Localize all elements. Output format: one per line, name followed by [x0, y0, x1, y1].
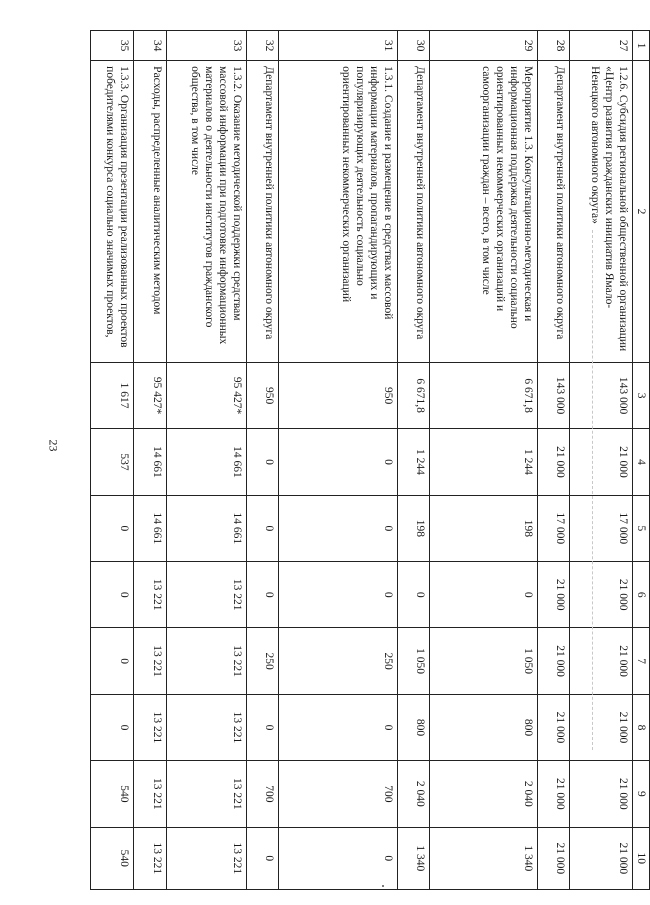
value-cell: 1 050 [397, 628, 429, 694]
value-cell: 0 [91, 628, 134, 694]
table-wrapper [90, 30, 650, 890]
description-cell: Расходы, распределенные аналитическим методом [134, 61, 166, 363]
value-cell: 13 221 [166, 628, 246, 694]
value-cell: 13 221 [166, 827, 246, 889]
table-row [397, 31, 429, 890]
column-header-3: 3 [633, 362, 650, 428]
row-number-cell: 28 [538, 31, 570, 61]
value-cell: 1 050 [430, 628, 538, 694]
value-cell: 1 617 [91, 362, 134, 428]
row-number-cell: 29 [430, 31, 538, 61]
table-row [278, 31, 397, 890]
description-cell: 1.3.1. Создание и размещение в средствах массовой информации материалов, пропагандирующих и популяризирующих деятельность социально ориентированных некоммерческих организаций [278, 61, 397, 363]
value-cell: 0 [91, 562, 134, 628]
value-cell: 143 000 [538, 362, 570, 428]
value-cell: 14 661 [134, 429, 166, 495]
table-row [134, 31, 166, 890]
value-cell: 2 040 [397, 761, 429, 827]
row-number-cell: 34 [134, 31, 166, 61]
value-cell: 800 [397, 694, 429, 760]
column-header-8: 8 [633, 694, 650, 760]
value-cell: 1 340 [430, 827, 538, 889]
value-cell: 95 427* [134, 362, 166, 428]
value-cell: 0 [278, 495, 397, 561]
value-cell: 1 340 [397, 827, 429, 889]
value-cell: 13 221 [134, 827, 166, 889]
value-cell: 250 [278, 628, 397, 694]
table-row [430, 31, 538, 890]
value-cell: 198 [430, 495, 538, 561]
row-number-cell: 30 [397, 31, 429, 61]
value-cell: 800 [430, 694, 538, 760]
column-header-7: 7 [633, 628, 650, 694]
value-cell: 0 [278, 562, 397, 628]
value-cell: 0 [246, 694, 278, 760]
value-cell: 14 661 [166, 429, 246, 495]
value-cell: 17 000 [538, 495, 570, 561]
value-cell: 13 221 [134, 694, 166, 760]
row-number-cell: 33 [166, 31, 246, 61]
row-number-cell: 31 [278, 31, 397, 61]
value-cell: 13 221 [134, 761, 166, 827]
column-header-6: 6 [633, 562, 650, 628]
description-cell: Департамент внутренней политики автономного округа [538, 61, 570, 363]
table-row [246, 31, 278, 890]
value-cell: 17 000 [570, 495, 633, 561]
value-cell: 250 [246, 628, 278, 694]
value-cell: 95 427* [166, 362, 246, 428]
budget-table [90, 30, 650, 890]
rotated-table-container [90, 30, 650, 890]
description-cell: Департамент внутренней политики автономного округа [246, 61, 278, 363]
table-row [538, 31, 570, 890]
value-cell: 198 [397, 495, 429, 561]
value-cell: 21 000 [538, 761, 570, 827]
value-cell: 0 [246, 429, 278, 495]
value-cell: 2 040 [430, 761, 538, 827]
value-cell: 0 [246, 562, 278, 628]
table-body [91, 31, 633, 890]
table-row [570, 31, 633, 890]
row-number-cell: 32 [246, 31, 278, 61]
value-cell: 21 000 [538, 429, 570, 495]
value-cell: 13 221 [166, 694, 246, 760]
value-cell: 21 000 [538, 628, 570, 694]
table-row [91, 31, 134, 890]
scan-speck [382, 885, 384, 887]
value-cell: 13 221 [166, 761, 246, 827]
value-cell: 21 000 [538, 694, 570, 760]
column-header-9: 9 [633, 761, 650, 827]
value-cell: 0 [91, 694, 134, 760]
row-number-cell: 35 [91, 31, 134, 61]
value-cell: 0 [246, 827, 278, 889]
value-cell: 1 244 [397, 429, 429, 495]
column-header-2: 2 [633, 61, 650, 363]
value-cell: 537 [91, 429, 134, 495]
value-cell: 21 000 [538, 562, 570, 628]
description-cell: 1.2.6. Субсидия региональной общественной организации «Центр развития гражданских инициатив Ямало-Ненецкого автономного округа» [570, 61, 633, 363]
value-cell: 540 [91, 827, 134, 889]
value-cell: 143 000 [570, 362, 633, 428]
value-cell: 0 [278, 694, 397, 760]
description-cell: Мероприятие 1.3. Консультационно-методическая и информационная поддержка деятельности социально ориентированных некоммерческих организаций и самоорганизации граждан – всего, в том числе [430, 61, 538, 363]
value-cell: 6 671,8 [430, 362, 538, 428]
value-cell: 0 [278, 429, 397, 495]
value-cell: 540 [91, 761, 134, 827]
row-number-cell: 27 [570, 31, 633, 61]
value-cell: 21 000 [570, 827, 633, 889]
value-cell: 1 244 [430, 429, 538, 495]
value-cell: 0 [397, 562, 429, 628]
value-cell: 21 000 [570, 761, 633, 827]
value-cell: 13 221 [166, 562, 246, 628]
table-header-row [633, 31, 650, 890]
column-header-5: 5 [633, 495, 650, 561]
value-cell: 13 221 [134, 628, 166, 694]
value-cell: 0 [246, 495, 278, 561]
value-cell: 700 [246, 761, 278, 827]
scan-artifact [592, 230, 601, 750]
value-cell: 950 [278, 362, 397, 428]
value-cell: 21 000 [570, 628, 633, 694]
value-cell: 13 221 [134, 562, 166, 628]
page-number: 23 [46, 439, 61, 452]
value-cell: 0 [430, 562, 538, 628]
value-cell: 0 [91, 495, 134, 561]
value-cell: 700 [278, 761, 397, 827]
value-cell: 21 000 [570, 694, 633, 760]
table-row [166, 31, 246, 890]
description-cell: 1.3.2. Оказание методической поддержки средствам массовой информации при подготовке информационных материалов о деятельности институтов гражданского общества, в том числе [166, 61, 246, 363]
value-cell: 21 000 [538, 827, 570, 889]
column-header-10: 10 [633, 827, 650, 889]
description-cell: 1.3.3. Организация презентации реализованных проектов победителями конкурса социально значимых проектов, [91, 61, 134, 363]
value-cell: 21 000 [570, 562, 633, 628]
value-cell: 14 661 [166, 495, 246, 561]
column-header-4: 4 [633, 429, 650, 495]
value-cell: 14 661 [134, 495, 166, 561]
value-cell: 0 [278, 827, 397, 889]
column-header-1: 1 [633, 31, 650, 61]
value-cell: 21 000 [570, 429, 633, 495]
description-cell: Департамент внутренней политики автономного округа [397, 61, 429, 363]
value-cell: 6 671,8 [397, 362, 429, 428]
value-cell: 950 [246, 362, 278, 428]
